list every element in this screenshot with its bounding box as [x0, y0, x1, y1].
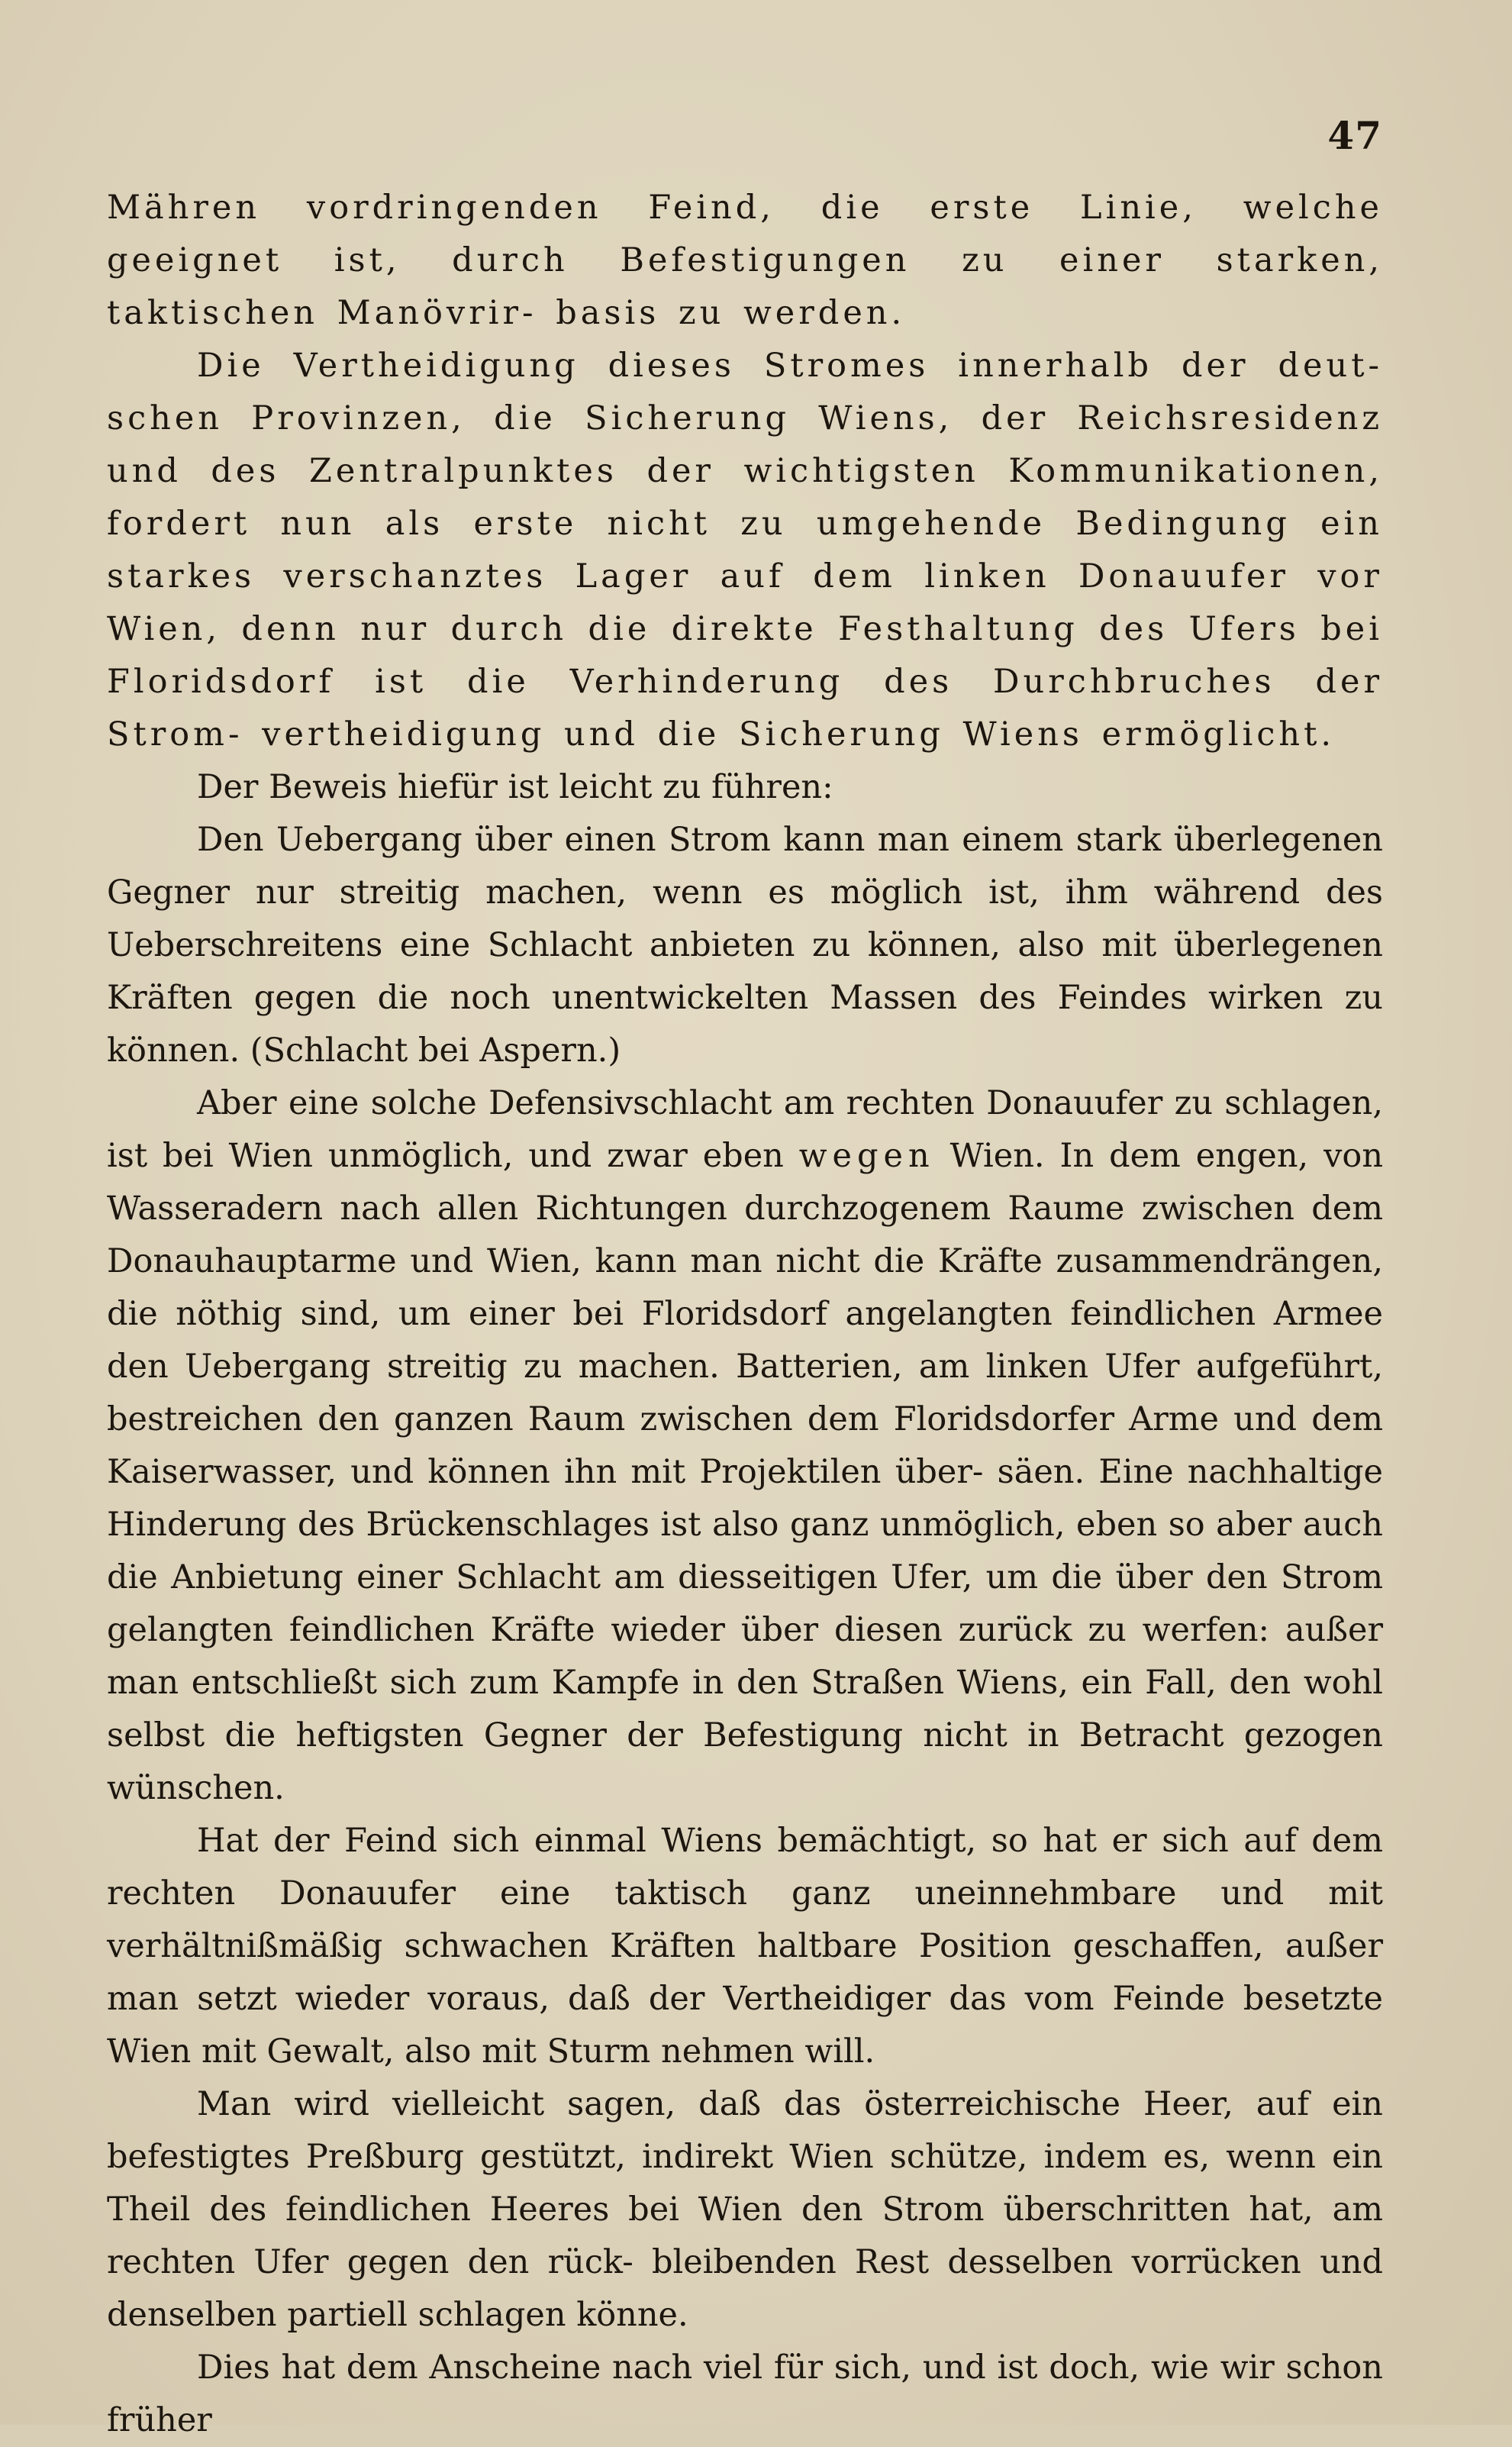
paragraph-2: Die Vertheidigung dieses Stromes innerhalb der deut- schen Provinzen, die Sicherung Wiens, der Reichsresidenz und des Zentralpunktes der wichtigsten Kommunikationen, fordert nun als erste nicht zu umgehende Bedingung ein starkes verschanztes Lager auf dem linken Donauufer vor Wien, denn nur durch die direkte Festhaltung des Ufers bei Floridsdorf ist die Verhinderung des Durchbruches der Strom- vertheidigung und die Sicherung Wiens ermöglicht. — [107, 347, 1383, 754]
paragraph-1: Mähren vordringenden Feind, die erste Linie, welche geeignet ist, durch Befestigungen zu einer starken, taktischen Manövrir- basis zu werden. — [107, 189, 1383, 332]
paragraph-3: Der Beweis hiefür ist leicht zu führen: — [197, 768, 833, 806]
paragraph-7: Man wird vielleicht sagen, daß das österreichische Heer, auf ein befestigtes Preßburg gestützt, indirekt Wien schütze, indem es, wenn ein Theil des feindlichen Heeres bei Wien den Strom überschritten hat, am rechten Ufer gegen den rück- bleibenden Rest desselben vorrücken und denselben partiell schlagen könne. — [107, 2085, 1383, 2334]
body-text — [107, 182, 1383, 2447]
paragraph-5-rest: Wien. In dem engen, von Wasseradern nach allen Richtungen durchzogenem Raume zwischen dem Donauhauptarme und Wien, kann man nicht die Kräfte zusammendrängen, die nöthig sind, um einer bei Floridsdorf angelangten feindlichen Armee den Uebergang streitig zu machen. Batterien, am linken Ufer aufgeführt, bestreichen den ganzen Raum zwischen dem Floridsdorfer Arme und dem Kaiserwasser, und können ihn mit Projektilen über- säen. Eine nachhaltige Hinderung des Brückenschlages ist also ganz unmöglich, eben so aber auch die Anbietung einer Schlacht am diesseitigen Ufer, um die über den Strom gelangten feindlichen Kräfte wieder über diesen zurück zu werfen: außer man entschließt sich zum Kampfe in den Straßen Wiens, ein Fall, den wohl selbst die heftigsten Gegner der Befestigung nicht in Betracht gezogen wünschen. — [107, 1137, 1384, 1807]
emphasized-word: wegen — [798, 1137, 935, 1175]
paragraph-5-start: Aber eine solche Defensivschlacht am rechten Donauufer zu schlagen, ist bei Wien unmöglich, und zwar eben — [107, 1084, 1383, 1175]
paragraph-4: Den Uebergang über einen Strom kann man einem stark überlegenen Gegner nur streitig machen, wenn es möglich ist, ihm während des Ueberschreitens eine Schlacht anbieten zu können, also mit überlegenen Kräften gegen die noch unentwickelten Massen des Feindes wirken zu können. (Schlacht bei Aspern.) — [107, 821, 1383, 1070]
page-number: 47 — [1327, 113, 1382, 158]
paragraph-6: Hat der Feind sich einmal Wiens bemächtigt, so hat er sich auf dem rechten Donauufer eine taktisch ganz uneinnehmbare und mit verhältnißmäßig schwachen Kräften haltbare Position geschaffen, außer man setzt wieder voraus, daß der Vertheidiger das vom Feinde besetzte Wien mit Gewalt, also mit Sturm nehmen will. — [107, 1822, 1383, 2071]
paragraph-5 — [107, 1077, 1383, 1815]
paragraph-8: Dies hat dem Anscheine nach viel für sich, und ist doch, wie wir schon früher — [107, 2349, 1383, 2439]
